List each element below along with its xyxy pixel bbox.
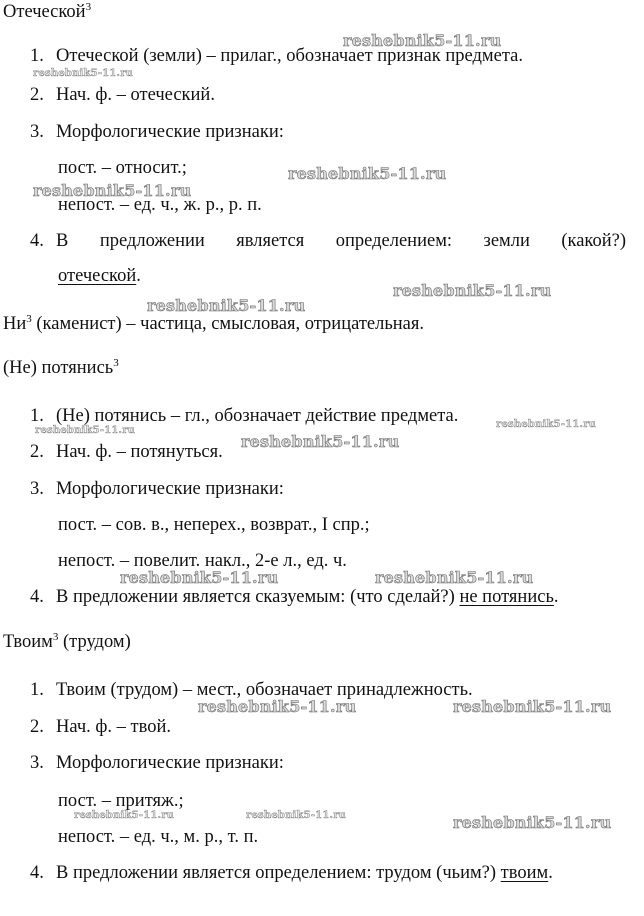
list-item: 2. Нач. ф. – твой. [30, 717, 171, 737]
list-item-justified: 4. В предложении является определением: земли (какой?) [30, 231, 626, 251]
constant-features: пост. – относит.; [58, 158, 187, 178]
list-item: 2. Нач. ф. – потянуться. [30, 442, 223, 462]
watermark: reshebnik5-11.ru [288, 164, 447, 183]
watermark: reshebnik5-11.ru [198, 697, 357, 716]
watermark: reshebnik5-11.ru [74, 810, 175, 821]
variable-features: непост. – ед. ч., ж. р., р. п. [58, 195, 262, 215]
watermark: reshebnik5-11.ru [241, 432, 400, 451]
word-heading-ni: $Ни^3$ (каменист) – частица, смысловая, отрицательная. [3, 312, 425, 334]
list-item: 3. Морфологические признаки: [30, 479, 284, 499]
word-heading-ne-potyanis: (Не) потянись$^3$ [3, 356, 119, 378]
constant-features: пост. – сов. в., неперех., возврат., I спр.; [58, 515, 370, 535]
list-item-continuation: отеческой. [58, 266, 141, 286]
watermark: reshebnik5-11.ru [33, 68, 134, 79]
watermark: reshebnik5-11.ru [453, 813, 612, 832]
watermark: reshebnik5-11.ru [393, 281, 552, 300]
watermark: reshebnik5-11.ru [147, 296, 306, 315]
watermark: reshebnik5-11.ru [496, 419, 597, 430]
variable-features: непост. – повелит. накл., 2-е л., ед. ч. [58, 551, 347, 571]
word-heading-tvoim: Твоим$^3$ (трудом) [3, 630, 131, 652]
constant-features: пост. – притяж.; [58, 791, 184, 811]
list-item: 1. (Не) потянись – гл., обозначает действие предмета. [30, 406, 459, 426]
list-item: 1. Твоим (трудом) – мест., обозначает принадлежность. [30, 680, 473, 700]
watermark: reshebnik5-11.ru [35, 425, 136, 436]
watermark: reshebnik5-11.ru [120, 568, 279, 587]
watermark: reshebnik5-11.ru [33, 181, 192, 200]
list-item: 2. Нач. ф. – отеческий. [30, 85, 215, 105]
watermark: reshebnik5-11.ru [453, 697, 612, 716]
list-item: 4. В предложении является определением: трудом (чьим?) твоим. [30, 863, 553, 883]
word-heading-otecheskoy: Отеческой$^3$ [3, 0, 92, 22]
watermark: reshebnik5-11.ru [375, 568, 534, 587]
variable-features: непост. – ед. ч., м. р., т. п. [58, 827, 259, 847]
list-item: 1. Отеческой (земли) – прилаг., обозначает признак предмета. [30, 46, 523, 66]
list-item: 4. В предложении является сказуемым: (что сделай?) не потянись. [30, 587, 559, 607]
watermark: reshebnik5-11.ru [246, 810, 347, 821]
list-item: 3. Морфологические признаки: [30, 753, 284, 773]
watermark: reshebnik5-11.ru [343, 31, 502, 50]
list-item: 3. Морфологические признаки: [30, 122, 284, 142]
